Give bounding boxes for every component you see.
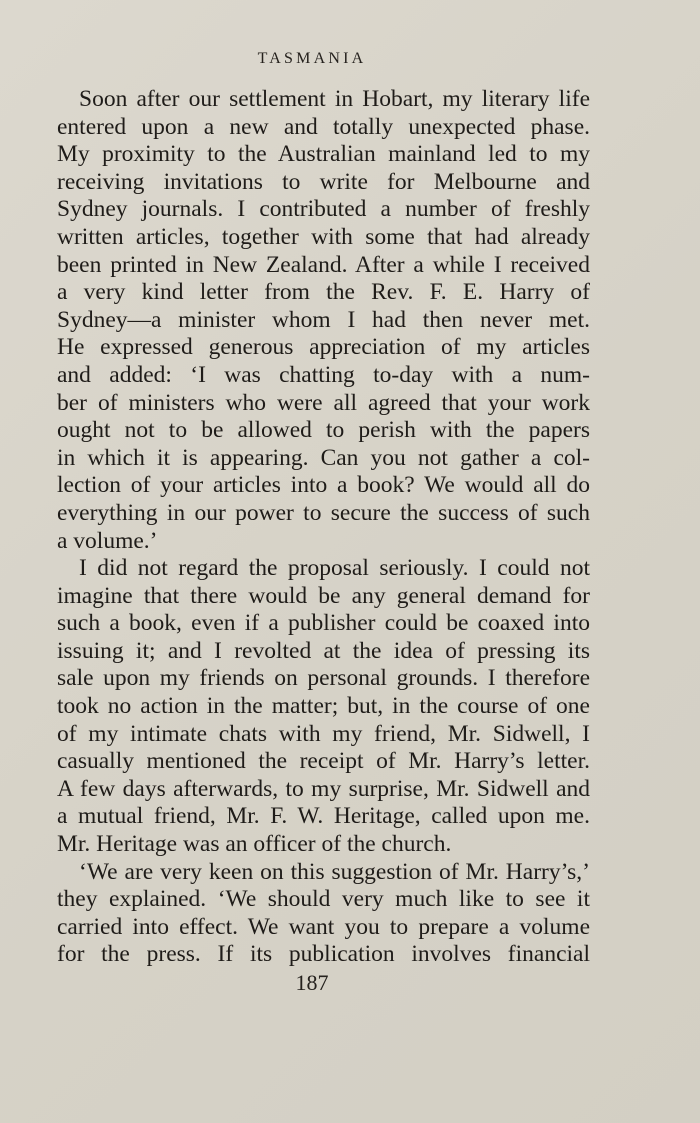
text-line: imagine that there would be any general demand for bbox=[57, 582, 590, 609]
text-line: A few days afterwards, to my surprise, Mr. Sidwell and bbox=[57, 775, 590, 802]
text-line: everything in our power to secure the success of such bbox=[57, 499, 590, 526]
text-line: took no action in the matter; but, in the course of one bbox=[57, 693, 590, 720]
text-line: ber of ministers who were all agreed that your work bbox=[57, 389, 590, 416]
text-line: Sydney journals. I contributed a number of freshly bbox=[57, 196, 590, 223]
text-line: carried into effect. We want you to prepare a volume bbox=[57, 913, 590, 940]
text-line: Sydney—a minister whom I had then never met. bbox=[57, 306, 590, 333]
text-line: lection of your articles into a book? We would all do bbox=[57, 472, 590, 499]
text-line: sale upon my friends on personal grounds. I therefore bbox=[57, 665, 590, 692]
text-line: been printed in New Zealand. After a while I received bbox=[57, 251, 590, 278]
text-line: casually mentioned the receipt of Mr. Harry’s letter. bbox=[57, 748, 590, 775]
paragraph bbox=[35, 555, 590, 859]
text-line: such a book, even if a publisher could be coaxed into bbox=[57, 610, 590, 637]
text-line: Soon after our settlement in Hobart, my literary life bbox=[79, 86, 590, 112]
text-line: of my intimate chats with my friend, Mr. Sidwell, I bbox=[57, 720, 590, 747]
text-line: Mr. Heritage was an officer of the church. bbox=[57, 831, 452, 858]
text-line: receiving invitations to write for Melbourne and bbox=[57, 168, 590, 195]
text-line: a volume.’ bbox=[57, 527, 158, 554]
paragraph bbox=[35, 86, 590, 555]
page-number: 187 bbox=[295, 970, 329, 995]
text-line: ‘We are very keen on this suggestion of Mr. Harry’s,’ bbox=[79, 858, 590, 885]
text-line: He expressed generous appreciation of my articles bbox=[57, 334, 590, 361]
text-line: a very kind letter from the Rev. F. E. Harry of bbox=[57, 279, 590, 306]
body-text bbox=[35, 86, 590, 969]
text-line: issuing it; and I revolted at the idea of pressing its bbox=[57, 637, 590, 664]
text-line: I did not regard the proposal seriously. I could not bbox=[79, 555, 590, 582]
text-line: ought not to be allowed to perish with the papers bbox=[57, 417, 590, 444]
text-line: they explained. ‘We should very much like to see it bbox=[57, 886, 590, 913]
text-line: written articles, together with some that had already bbox=[57, 223, 590, 250]
text-line: My proximity to the Australian mainland led to my bbox=[57, 141, 590, 168]
paragraph bbox=[35, 859, 590, 969]
running-head: TASMANIA bbox=[257, 50, 367, 67]
text-line: and added: ‘I was chatting to-day with a num- bbox=[57, 361, 590, 388]
text-line: a mutual friend, Mr. F. W. Heritage, called upon me. bbox=[57, 803, 590, 830]
text-line: entered upon a new and totally unexpected phase. bbox=[57, 113, 590, 140]
text-line: in which it is appearing. Can you not gather a col- bbox=[57, 444, 590, 471]
text-line: for the press. If its publication involves financial bbox=[57, 941, 590, 968]
